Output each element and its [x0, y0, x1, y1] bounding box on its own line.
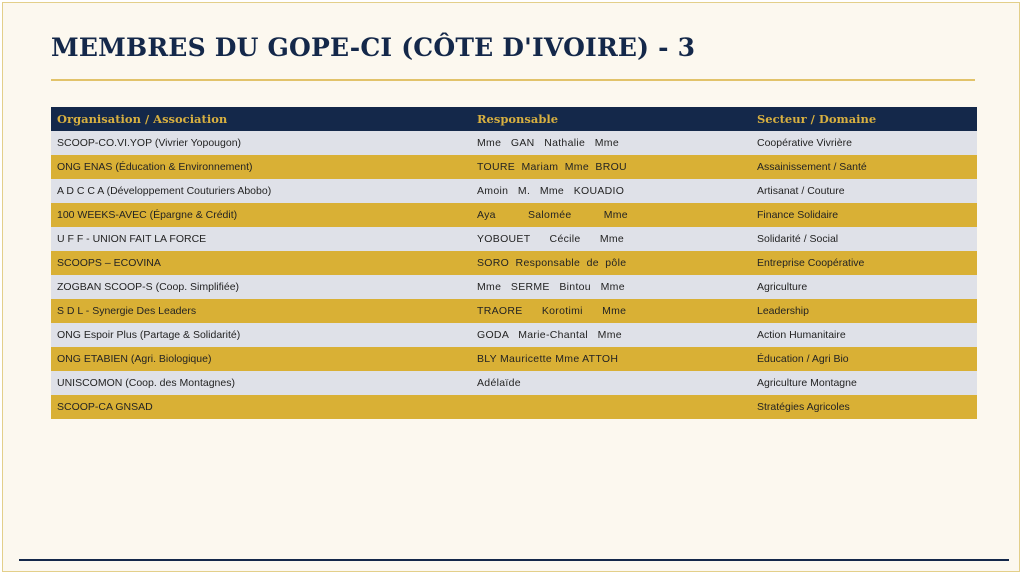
- cell-organisation: SCOOP-CO.VI.YOP (Vivrier Yopougon): [51, 131, 471, 155]
- cell-secteur: Leadership: [751, 299, 977, 323]
- cell-responsable: Mme GAN Nathalie Mme: [471, 131, 751, 155]
- slide-title: MEMBRES DU GOPE-CI (CÔTE D'IVOIRE) - 3: [51, 33, 696, 62]
- cell-organisation: SCOOPS – ECOVINA: [51, 251, 471, 275]
- cell-responsable: Adélaïde: [471, 371, 751, 395]
- cell-secteur: Entreprise Coopérative: [751, 251, 977, 275]
- cell-organisation: A D C C A (Développement Couturiers Abobo): [51, 179, 471, 203]
- cell-responsable: [471, 395, 751, 419]
- table-row: [51, 275, 977, 299]
- cell-organisation: SCOOP-CA GNSAD: [51, 395, 471, 419]
- cell-organisation: ONG ENAS (Éducation & Environnement): [51, 155, 471, 179]
- cell-responsable: TRAORE Korotimi Mme: [471, 299, 751, 323]
- title-divider: [51, 79, 975, 81]
- table-row: [51, 395, 977, 419]
- table-row: [51, 131, 977, 155]
- cell-responsable: Mme SERME Bintou Mme: [471, 275, 751, 299]
- table-row: [51, 227, 977, 251]
- header-responsable: Responsable: [471, 107, 751, 131]
- cell-responsable: Aya Salomée Mme: [471, 203, 751, 227]
- table-row: [51, 299, 977, 323]
- cell-responsable: YOBOUET Cécile Mme: [471, 227, 751, 251]
- table-row: [51, 323, 977, 347]
- table-row: [51, 203, 977, 227]
- table-row: [51, 179, 977, 203]
- table-row: [51, 371, 977, 395]
- cell-secteur: Coopérative Vivrière: [751, 131, 977, 155]
- cell-secteur: Finance Solidaire: [751, 203, 977, 227]
- header-organisation: Organisation / Association: [51, 107, 471, 131]
- table-row: [51, 347, 977, 371]
- cell-secteur: Action Humanitaire: [751, 323, 977, 347]
- cell-secteur: Agriculture: [751, 275, 977, 299]
- cell-organisation: 100 WEEKS-AVEC (Épargne & Crédit): [51, 203, 471, 227]
- members-table: [51, 107, 977, 419]
- cell-organisation: ZOGBAN SCOOP-S (Coop. Simplifiée): [51, 275, 471, 299]
- cell-secteur: Agriculture Montagne: [751, 371, 977, 395]
- cell-organisation: ONG ETABIEN (Agri. Biologique): [51, 347, 471, 371]
- cell-secteur: Éducation / Agri Bio: [751, 347, 977, 371]
- cell-organisation: UNISCOMON (Coop. des Montagnes): [51, 371, 471, 395]
- cell-organisation: U F F - UNION FAIT LA FORCE: [51, 227, 471, 251]
- table-row: [51, 155, 977, 179]
- cell-organisation: S D L - Synergie Des Leaders: [51, 299, 471, 323]
- cell-responsable: TOURE Mariam Mme BROU: [471, 155, 751, 179]
- cell-responsable: Amoin M. Mme KOUADIO: [471, 179, 751, 203]
- cell-secteur: Stratégies Agricoles: [751, 395, 977, 419]
- table-header-row: [51, 107, 977, 131]
- cell-secteur: Artisanat / Couture: [751, 179, 977, 203]
- cell-secteur: Solidarité / Social: [751, 227, 977, 251]
- cell-secteur: Assainissement / Santé: [751, 155, 977, 179]
- cell-organisation: ONG Espoir Plus (Partage & Solidarité): [51, 323, 471, 347]
- table-row: [51, 251, 977, 275]
- header-secteur: Secteur / Domaine: [751, 107, 977, 131]
- slide: [2, 2, 1020, 572]
- footer-divider: [19, 559, 1009, 561]
- cell-responsable: BLY Mauricette Mme ATTOH: [471, 347, 751, 371]
- cell-responsable: SORO Responsable de pôle: [471, 251, 751, 275]
- cell-responsable: GODA Marie-Chantal Mme: [471, 323, 751, 347]
